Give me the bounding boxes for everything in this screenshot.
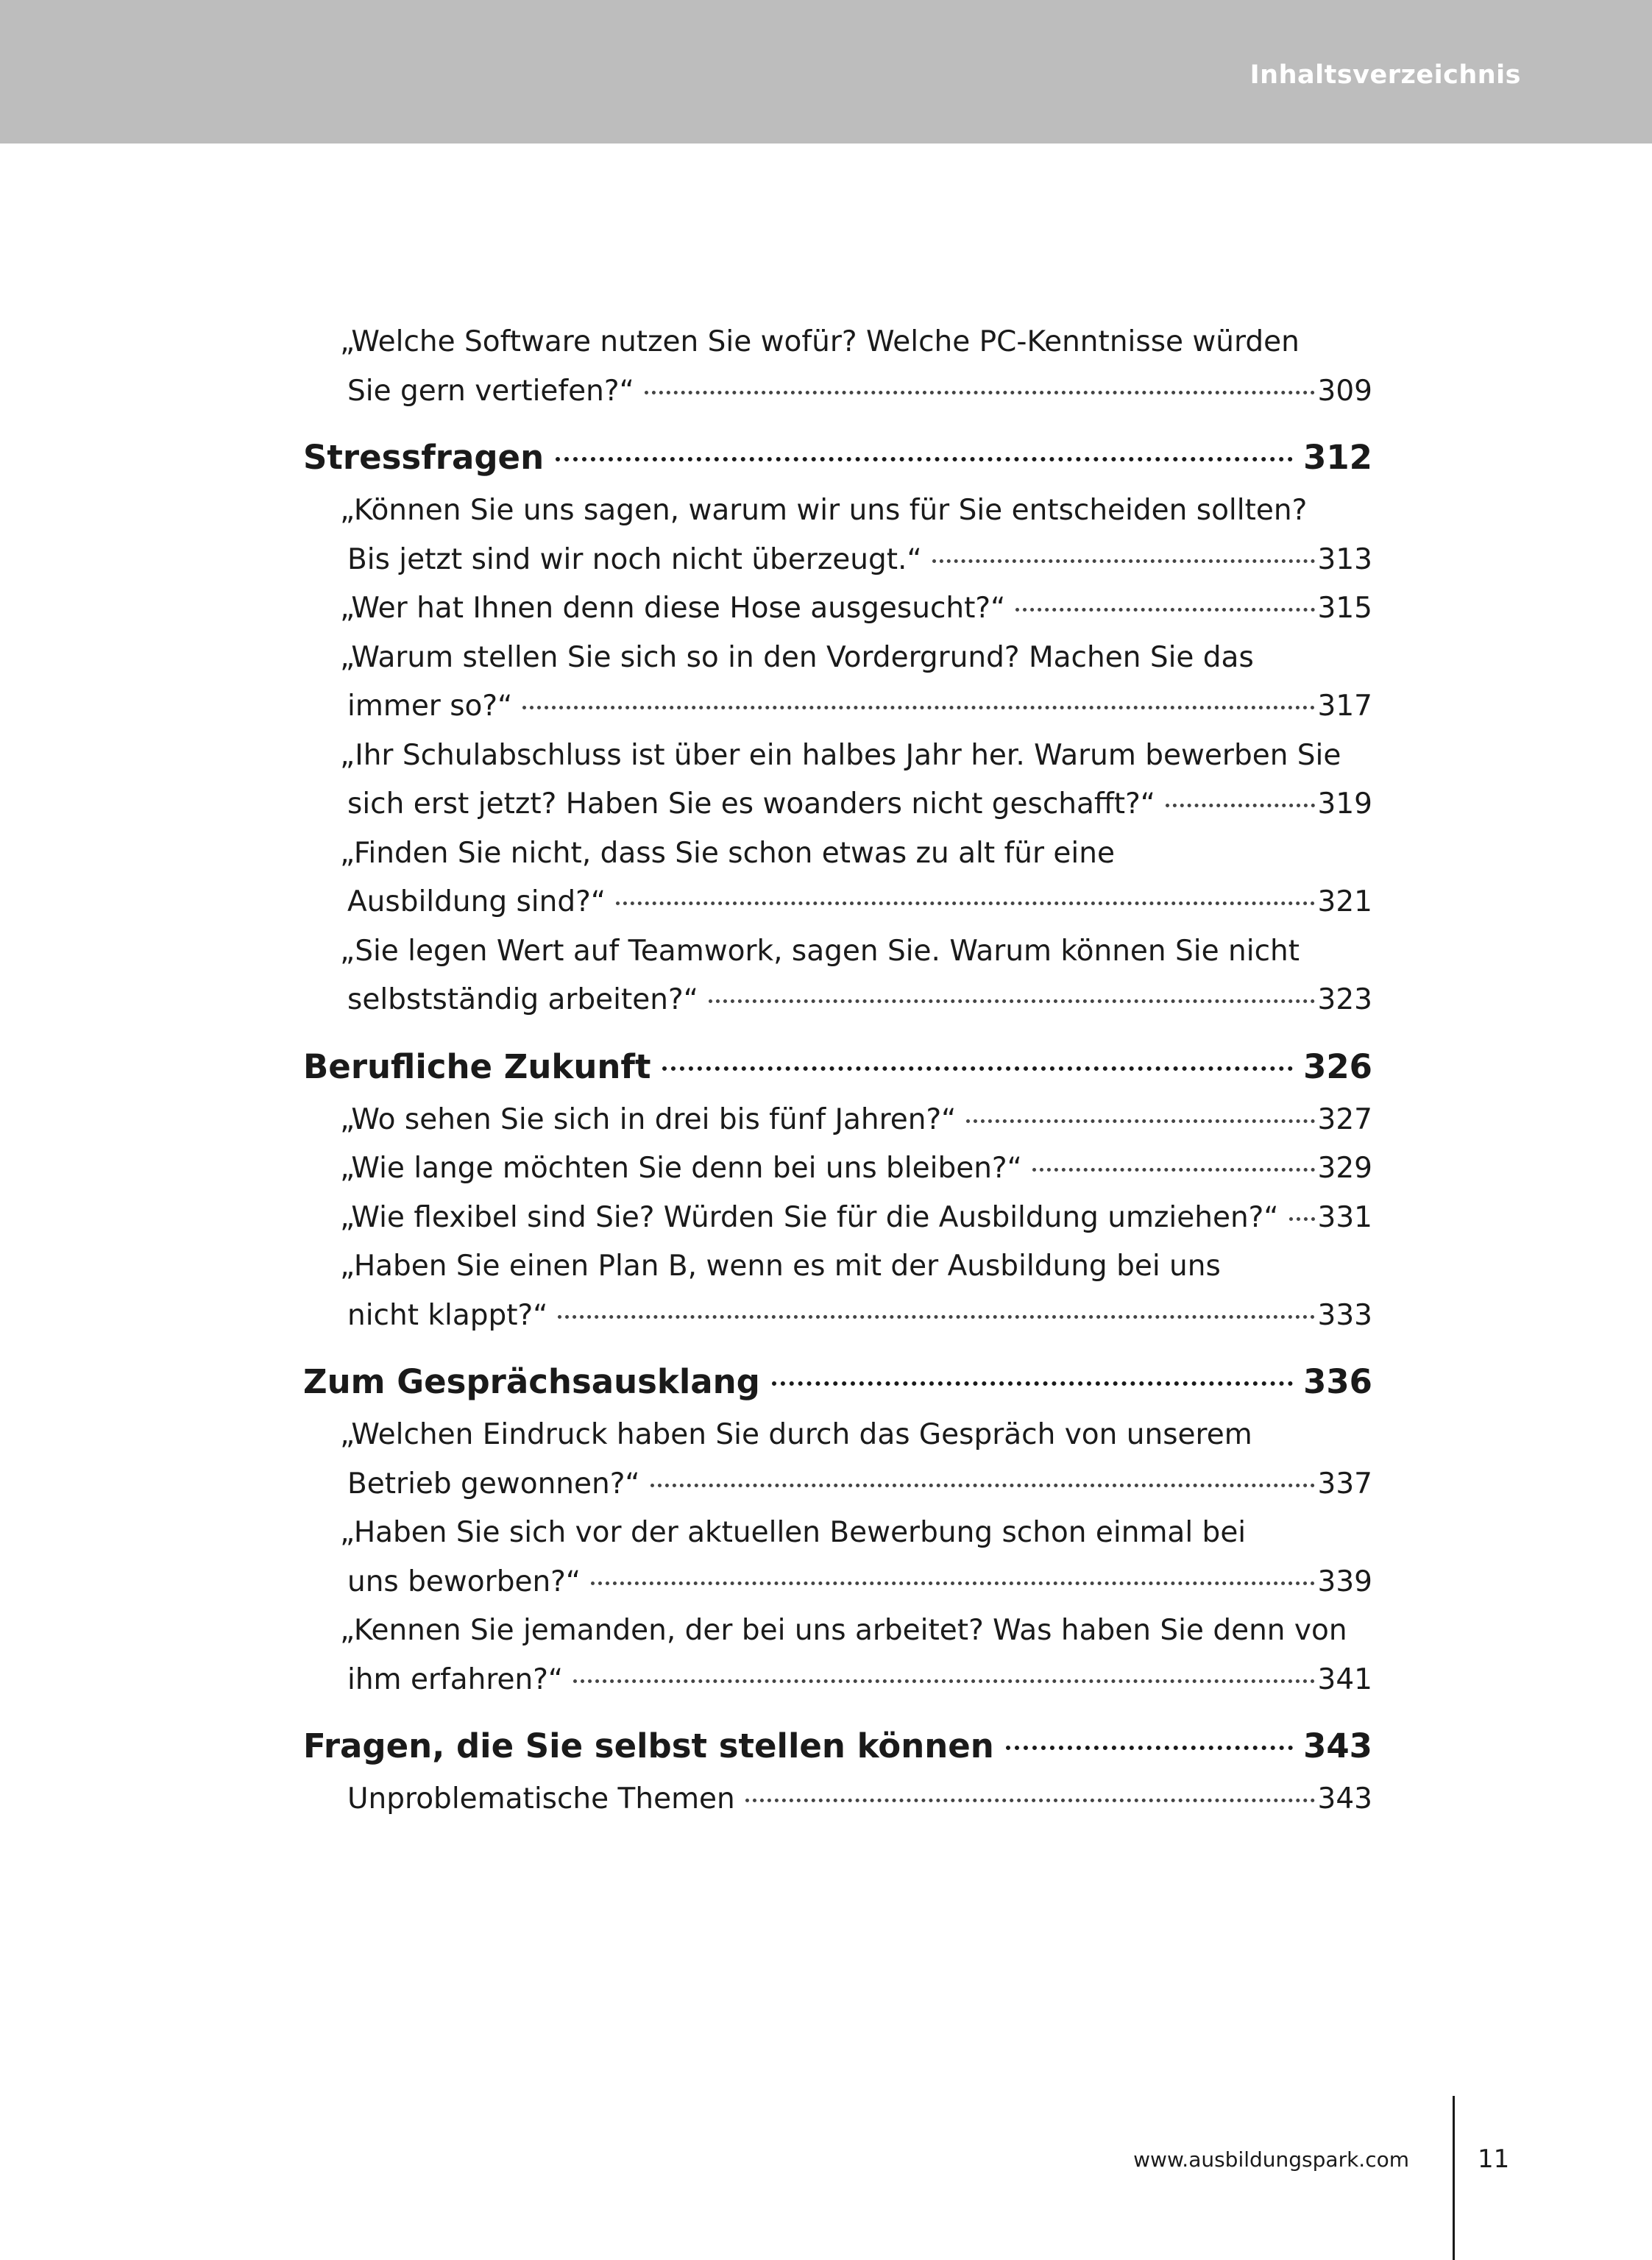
toc-entry[interactable] [340,1509,1372,1607]
toc-entry-page: 341 [1317,1662,1372,1696]
toc-entry[interactable] [340,486,1372,584]
toc-entry-line2: „Wie flexibel sind Sie? Würden Sie für die Ausbildung umziehen?“ [340,1200,1279,1234]
dot-leader [573,1679,1314,1683]
toc-entry-line2: selbstständig arbeiten?“ [347,983,698,1016]
toc-entry[interactable] [340,1194,1372,1243]
toc-entry-line2: „Wer hat Ihnen denn diese Hose ausgesucht?“ [340,592,1006,625]
toc-entry-line2: Bis jetzt sind wir noch nicht überzeugt.“ [347,542,922,576]
toc-lead-section [303,318,1372,416]
toc-entry[interactable] [340,732,1372,829]
toc-entry-line2: ihm erfahren?“ [347,1662,564,1696]
toc-entry[interactable] [340,1607,1372,1704]
toc-entry-line2: Sie gern vertiefen?“ [347,374,634,408]
toc-entry-line1: „Haben Sie einen Plan B, wenn es mit der Ausbildung bei uns [340,1250,1221,1283]
toc-entry[interactable] [340,927,1372,1025]
toc-entry[interactable] [340,829,1372,927]
toc-entry[interactable] [340,634,1372,732]
toc-section-page: 312 [1303,438,1372,477]
toc-entry-page: 331 [1317,1200,1372,1234]
toc-entry-line1: „Haben Sie sich vor der aktuellen Bewerbung schon einmal bei [340,1516,1247,1549]
toc-entry[interactable] [340,318,1372,416]
toc-entry-line2: nicht klappt?“ [347,1298,548,1332]
toc-entry-page: 339 [1317,1565,1372,1598]
toc-section [303,438,1372,1025]
toc-entry[interactable] [347,1775,1372,1824]
toc-entry-line1: „Ihr Schulabschluss ist über ein halbes Jahr her. Warum bewerben Sie [340,738,1341,772]
toc-section-heading[interactable] [303,438,1372,485]
toc-entry[interactable] [340,584,1372,634]
toc-section-heading[interactable] [303,1726,1372,1774]
toc-entry-line1: „Sie legen Wert auf Teamwork, sagen Sie. Warum können Sie nicht [340,934,1300,968]
dot-leader [662,1066,1293,1071]
dot-leader [1166,804,1315,807]
toc-entry-line1: „Warum stellen Sie sich so in den Vordergrund? Machen Sie das [340,640,1254,674]
dot-leader [1289,1217,1315,1221]
toc-entry-page: 343 [1317,1782,1372,1816]
toc-entry-page: 327 [1317,1102,1372,1136]
footer-url[interactable]: www.ausbildungspark.com [1133,2147,1409,2172]
toc-section-page: 336 [1303,1362,1372,1401]
dot-leader [1032,1168,1315,1172]
toc-section-title: Zum Gesprächsausklang [303,1362,760,1401]
toc-entry-line2: immer so?“ [347,690,513,723]
dot-leader [616,901,1315,905]
toc-section-heading[interactable] [303,1047,1372,1094]
running-header-title: Inhaltsverzeichnis [1249,60,1521,90]
toc-section-title: Berufliche Zukunft [303,1046,651,1086]
dot-leader [772,1381,1293,1386]
toc-entry-page: 321 [1317,885,1372,918]
toc-entry-line2: „Wo sehen Sie sich in drei bis fünf Jahren?“ [340,1102,957,1136]
toc-entry[interactable] [340,1096,1372,1145]
dot-leader [558,1315,1314,1319]
toc-section-title: Stressfragen [303,438,545,477]
dot-leader [1015,608,1314,612]
footer-divider [1453,2096,1455,2260]
dot-leader [1006,1746,1293,1750]
dot-leader [966,1119,1314,1123]
toc-entry-line1: „Kennen Sie jemanden, der bei uns arbeitet? Was haben Sie denn von [340,1614,1347,1647]
toc-entry[interactable] [340,1144,1372,1194]
toc-entry-page: 329 [1317,1152,1372,1185]
toc-entry-page: 315 [1317,592,1372,625]
dot-leader [645,391,1315,394]
toc-entry-page: 333 [1317,1298,1372,1332]
toc-section-page: 326 [1303,1046,1372,1086]
toc-entry-line1: „Finden Sie nicht, dass Sie schon etwas zu alt für eine [340,836,1115,870]
toc-entry-line2: Betrieb gewonnen?“ [347,1467,640,1501]
toc-section [303,1047,1372,1341]
toc-entry-line2: „Wie lange möchten Sie denn bei uns bleiben?“ [340,1152,1022,1185]
toc-entry-page: 317 [1317,690,1372,723]
toc-entry-line2: uns beworben?“ [347,1565,581,1598]
toc-entry-line1: „Können Sie uns sagen, warum wir uns für Sie entscheiden sollten? [340,494,1308,527]
dot-leader [556,457,1293,461]
toc-section-title: Fragen, die Sie selbst stellen können [303,1726,994,1765]
toc-section-heading[interactable] [303,1362,1372,1409]
toc-entry-line1: „Welche Software nutzen Sie wofür? Welche PC-Kenntnisse würden [340,325,1300,358]
toc-entry-line2: Unproblematische Themen [347,1782,735,1816]
toc-section [303,1726,1372,1824]
dot-leader [709,999,1315,1003]
toc-section-page: 343 [1303,1726,1372,1765]
toc-entry-page: 323 [1317,983,1372,1016]
dot-leader [650,1484,1315,1487]
table-of-contents [303,318,1372,1824]
toc-entry-page: 309 [1317,374,1372,408]
dot-leader [932,559,1315,563]
toc-entry-line2: Ausbildung sind?“ [347,885,606,918]
toc-entry[interactable] [340,1242,1372,1340]
toc-entry-page: 319 [1317,787,1372,821]
dot-leader [745,1799,1315,1802]
toc-entry[interactable] [340,1411,1372,1509]
toc-entry-page: 313 [1317,542,1372,576]
dot-leader [591,1581,1314,1585]
toc-entry-page: 337 [1317,1467,1372,1501]
toc-entry-line2: sich erst jetzt? Haben Sie es woanders nicht geschafft?“ [347,787,1155,821]
toc-entry-line1: „Welchen Eindruck haben Sie durch das Gespräch von unserem [340,1418,1252,1451]
dot-leader [522,706,1314,709]
toc-section [303,1362,1372,1704]
page-number: 11 [1478,2144,1510,2174]
